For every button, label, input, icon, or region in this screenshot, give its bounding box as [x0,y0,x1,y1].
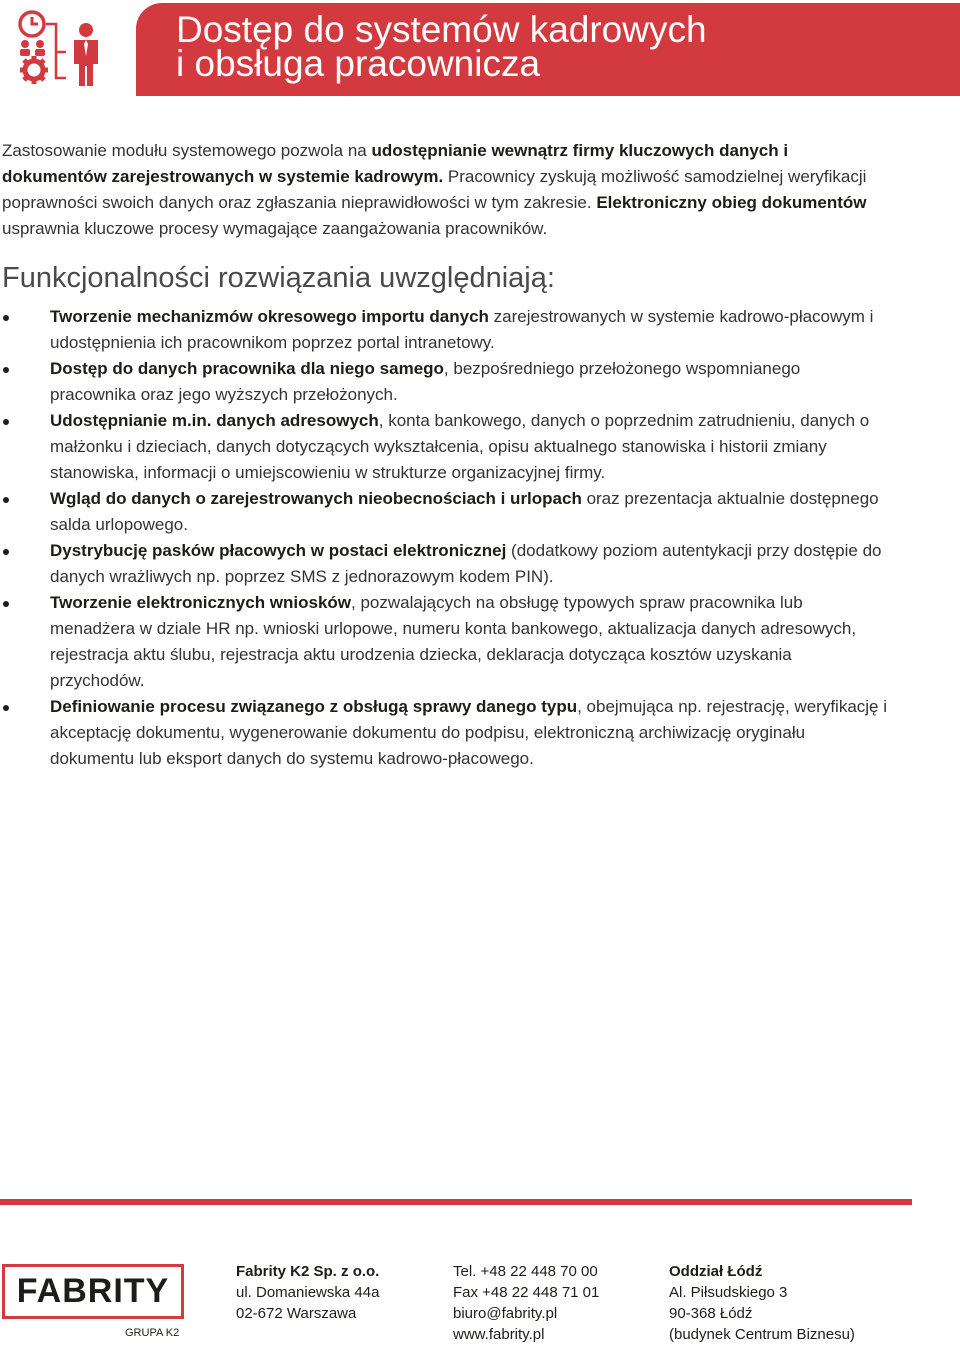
intro-highlight: udostępnianie wewnątrz firmy kluczowych danych i dokumentów zarejestrowanych w systemie kadrowym. [2,141,789,186]
company-logo [2,1264,184,1319]
list-item-text: (dodatkowy poziom autentykacji przy dostępie do danych wrażliwych np. poprzez SMS z jednorazowym kodem PIN). [50,541,882,586]
branch-city: 90-368 Łódź [669,1305,753,1322]
list-item-text: , bezpośredniego przełożonego wspomnianego pracownika oraz jego wyższych przełożonych. [50,359,801,404]
header-banner [136,3,960,96]
branch-name: Oddział Łódź [669,1263,763,1280]
page-title [176,9,707,84]
list-item-bold: Tworzenie mechanizmów okresowego importu danych [50,307,489,326]
list-item [0,694,890,772]
footer-branch [669,1261,855,1345]
footer-contact [453,1261,599,1345]
list-item-bold: Tworzenie elektronicznych wniosków [50,593,352,612]
contact-website-link[interactable]: www.fabrity.pl [453,1326,545,1343]
clock-people-gear-icon [14,8,104,88]
list-item-text: , pozwalających na obsługę typowych spraw pracownika lub menadżera w dziale HR np. wnioski urlopowe, numeru konta bankowego, aktualizacja danych adresowych, rejestracja aktu ślubu, rejestracja aktu urodzenia dziecka, deklaracja dotycząca kosztów uzyskania przychodów. [50,593,857,690]
list-item-bold: Dystrybucję pasków płacowych w postaci elektronicznej [50,541,507,560]
list-item [0,356,890,408]
bullet-icon [3,497,9,503]
contact-fax: Fax +48 22 448 71 01 [453,1284,600,1301]
footer-divider [0,1199,912,1205]
company-city: 02-672 Warszawa [236,1305,357,1322]
intro-text: Zastosowanie modułu systemowego pozwola na [2,141,372,160]
page-title-line-1: Dostęp do systemów kadrowych [176,9,707,50]
list-item-bold: Dostęp do danych pracownika dla niego samego [50,359,444,378]
contact-email-link[interactable]: biuro@fabrity.pl [453,1305,558,1322]
logo-subtitle: GRUPA K2 [125,1327,180,1339]
bullet-icon [3,315,9,321]
intro-paragraph [2,138,892,242]
list-item [0,408,890,486]
features-list [0,304,890,772]
list-item [0,590,890,694]
list-item-text: , konta bankowego, danych o poprzednim zatrudnieniu, danych o małżonku i dzieciach, danych dotyczących wykształcenia, opisu aktualnego stanowiska i historii zmiany stanowiska, informacji o umiejscowieniu w strukturze organizacyjnej firmy. [50,411,870,482]
intro-highlight: Elektroniczny obieg dokumentów [596,193,867,212]
list-item-bold: Definiowanie procesu związanego z obsługą sprawy danego typu [50,697,578,716]
list-item-text: oraz prezentacja aktualnie dostępnego salda urlopowego. [50,489,879,534]
intro-text: Pracownicy zyskują możliwość samodzielnej weryfikacji poprawności swoich danych oraz zgłaszania nieprawidłowości w tym zakresie. [2,167,867,212]
bullet-icon [3,419,9,425]
list-item [0,538,890,590]
page-title-line-2: i obsługa pracownicza [176,43,541,84]
bullet-icon [3,549,9,555]
contact-phone: Tel. +48 22 448 70 00 [453,1263,598,1280]
bullet-icon [3,367,9,373]
footer-company [236,1261,379,1324]
list-item-text: zarejestrowanych w systemie kadrowo-płacowym i udostępnienia ich pracownikom poprzez portal intranetowy. [50,307,874,352]
list-item-text: , obejmująca np. rejestrację, weryfikację i akceptację dokumentu, wygenerowanie dokumentu do podpisu, elektroniczną archiwizację oryginału dokumentu lub eksport danych do systemu kadrowo-płacowego. [50,697,888,768]
list-item [0,486,890,538]
list-item [0,304,890,356]
branch-building: (budynek Centrum Biznesu) [669,1326,855,1343]
list-item-bold: Udostępnianie m.in. danych adresowych [50,411,379,430]
bullet-icon [3,601,9,607]
logo-text: FABRITY [16,1272,170,1310]
company-name: Fabrity K2 Sp. z o.o. [236,1263,380,1280]
intro-text: usprawnia kluczowe procesy wymagające zaangażowania pracowników. [2,219,548,238]
list-item-bold: Wgląd do danych o zarejestrowanych nieobecnościach i urlopach [50,489,582,508]
features-heading: Funkcjonalności rozwiązania uwzględniają: [2,262,555,294]
branch-street: Al. Piłsudskiego 3 [669,1284,788,1301]
company-street: ul. Domaniewska 44a [236,1284,380,1301]
bullet-icon [3,705,9,711]
